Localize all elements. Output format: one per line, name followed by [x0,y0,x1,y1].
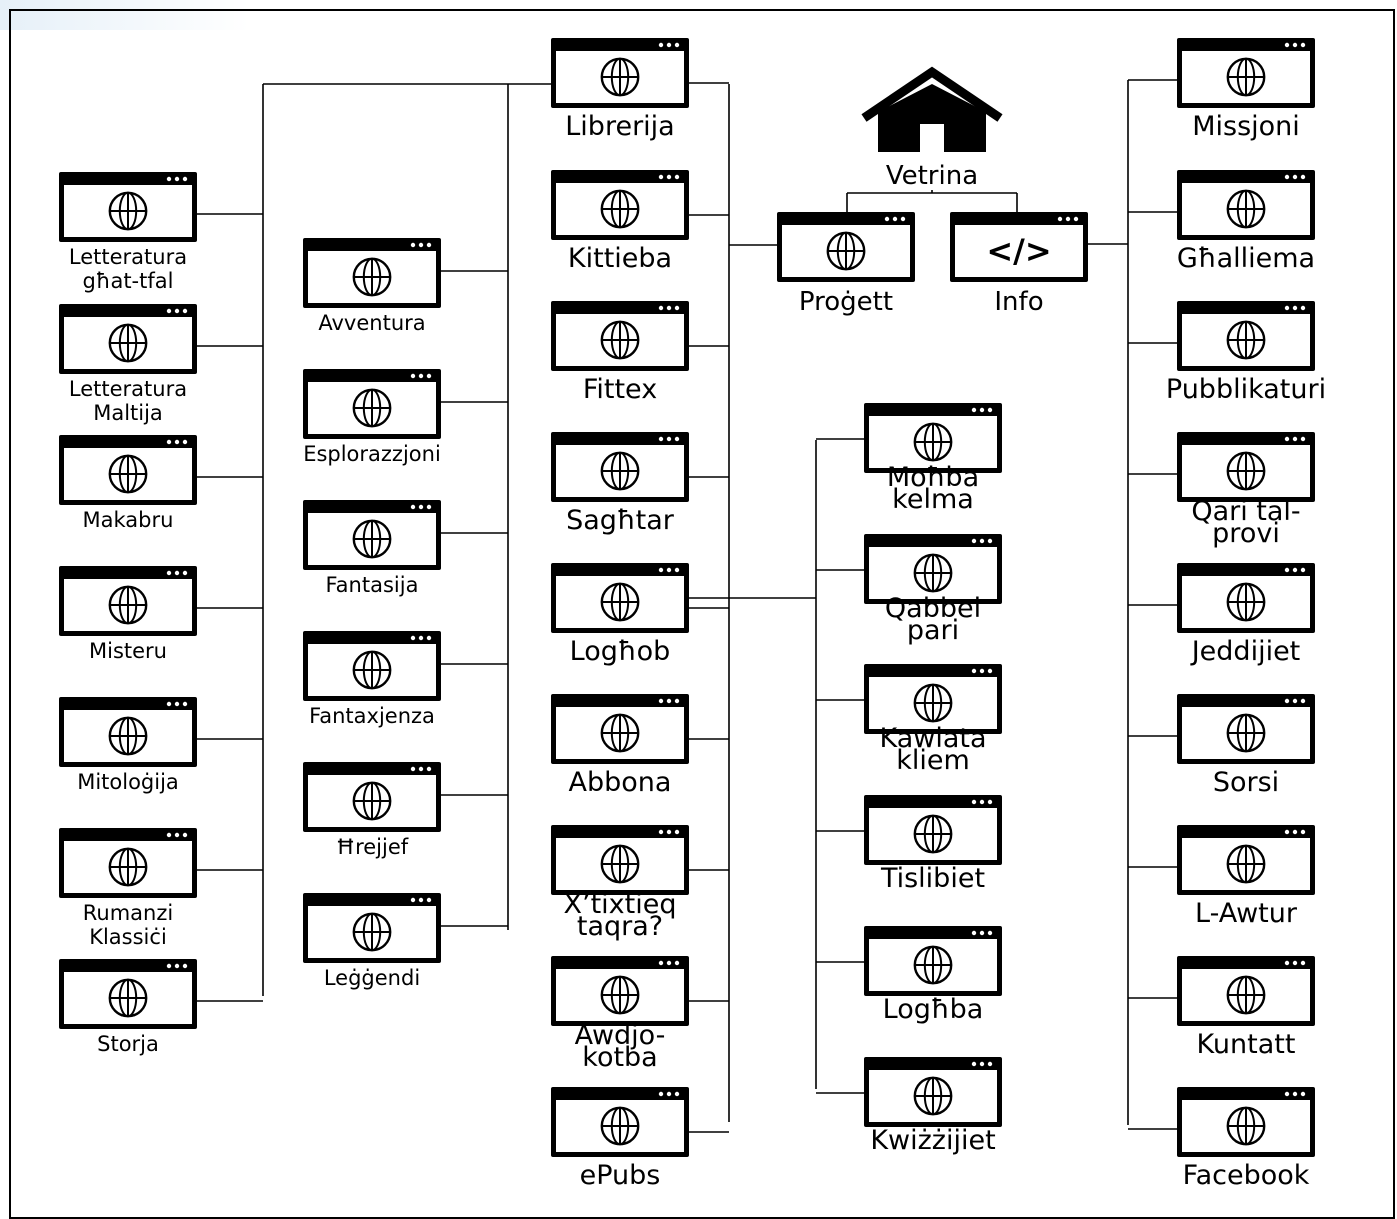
node-label: Esplorazzjoni [303,442,441,466]
node-label: Logħob [569,636,671,667]
node-rejjef[interactable] [303,762,441,859]
node-label: Storja [97,1032,159,1056]
node-kawlata-kliem[interactable] [864,664,1002,776]
globe-window-icon [864,926,1002,996]
globe-window-icon [551,563,689,633]
node-label: Librerija [565,111,675,142]
globe-window-icon [551,956,689,1026]
globe-window-icon [303,500,441,570]
node-fantaxjenza[interactable] [303,631,441,728]
node-label: kotba [582,1042,658,1073]
globe-window-icon [864,795,1002,865]
globe-window-icon [1177,956,1315,1026]
node-label: Kwiżżijiet [870,1125,996,1156]
globe-window-icon [1177,38,1315,108]
globe-window-icon [1177,432,1315,502]
code-glyph: </> [986,232,1052,270]
globe-window-icon [551,301,689,371]
node-label: Maltija [93,401,163,425]
node-kuntatt[interactable] [1177,956,1315,1060]
node-l-awtur[interactable] [1177,825,1315,929]
globe-window-icon [303,369,441,439]
node-label: Leġġendi [323,966,421,990]
node-info[interactable] [950,212,1088,317]
node-fittex[interactable] [551,301,689,405]
node-label: Moħba [886,462,980,493]
node-label: Info [994,287,1044,317]
node-label: Proġett [798,287,894,317]
node-label: Kuntatt [1196,1029,1296,1060]
node-label: Abbona [568,767,672,798]
node-label: pari [906,615,960,646]
node-storja[interactable] [59,959,197,1056]
code-window-icon [950,212,1088,282]
node-label: Qabbel [884,593,982,624]
globe-window-icon [1177,825,1315,895]
globe-window-icon [777,212,915,282]
node-avventura[interactable] [303,238,441,335]
node-mitologija[interactable] [59,697,197,794]
node-epubs[interactable] [551,1087,689,1191]
node-sorsi[interactable] [1177,694,1315,798]
globe-window-icon [59,697,197,767]
node-log-ob[interactable] [551,563,689,667]
node-abbona[interactable] [551,694,689,798]
node-label: Awdjo- [574,1020,666,1051]
globe-window-icon [303,762,441,832]
node-sag-tar[interactable] [551,432,689,536]
node-label: Facebook [1182,1160,1310,1191]
node-misteru[interactable] [59,566,197,663]
node-letteratura-g-at-tfal[interactable] [59,172,197,293]
node-label: kelma [892,484,974,515]
node-label: Għalliema [1176,243,1316,274]
node-label: taqra? [576,911,664,942]
node-rumanzi-klassici[interactable] [59,828,197,949]
node-letteratura-maltija[interactable] [59,304,197,425]
node-label: Mitoloġija [77,770,179,794]
node-label: Kawlata [879,723,987,754]
node-label: għat-tfal [82,269,174,293]
globe-window-icon [551,694,689,764]
globe-window-icon [1177,694,1315,764]
node-g-alliema[interactable] [1177,170,1315,274]
globe-window-icon [551,432,689,502]
node-label: Sagħtar [566,505,674,536]
node-librerija[interactable] [551,38,689,142]
node-kwizzijiet[interactable] [864,1057,1002,1156]
node-makabru[interactable] [59,435,197,532]
node-label: Fantasija [325,573,419,597]
node-leggendi[interactable] [303,893,441,990]
globe-window-icon [59,959,197,1029]
globe-window-icon [551,170,689,240]
node-label: kliem [896,745,970,776]
node-label: X’tixtieq [563,889,677,920]
globe-window-icon [303,238,441,308]
node-pubblikaturi[interactable] [1166,301,1326,405]
globe-window-icon [1177,170,1315,240]
node-progett[interactable] [777,212,915,317]
node-mo-ba-kelma[interactable] [864,403,1002,515]
globe-window-icon [59,566,197,636]
node-label: Avventura [318,311,426,335]
root-label: Vetrina [885,161,979,191]
node-label: Jeddijiet [1191,636,1301,667]
node-x-tixtieq-taqra[interactable] [551,825,689,942]
node-fantasija[interactable] [303,500,441,597]
globe-window-icon [551,38,689,108]
node-label: Pubblikaturi [1165,374,1327,405]
globe-window-icon [1177,1087,1315,1157]
globe-window-icon [59,172,197,242]
node-label: Letteratura [68,245,188,269]
globe-window-icon [303,631,441,701]
globe-window-icon [59,828,197,898]
node-jeddijiet[interactable] [1177,563,1315,667]
node-label: Ħrejjef [335,835,409,859]
node-label: Fittex [582,374,658,405]
node-label: Klassiċi [89,925,167,949]
node-qari-tal-provi[interactable] [1177,432,1315,549]
globe-window-icon [303,893,441,963]
globe-window-icon [551,825,689,895]
globe-window-icon [59,304,197,374]
node-label: Misteru [89,639,167,663]
node-label: Missjoni [1192,111,1300,142]
node-label: Rumanzi [82,901,174,925]
home-icon [864,72,1000,152]
node-facebook[interactable] [1177,1087,1315,1191]
node-label: Tislibiet [880,863,986,894]
node-label: L-Awtur [1195,898,1297,929]
globe-window-icon [551,1087,689,1157]
globe-window-icon [1177,301,1315,371]
node-label: Kittieba [567,243,673,274]
node-kittieba[interactable] [551,170,689,274]
node-tislibiet[interactable] [864,795,1002,894]
sitemap-nodes [59,38,1326,1191]
node-label: ePubs [579,1160,661,1191]
node-label: Qari tal- [1191,496,1301,527]
node-label: provi [1212,518,1280,549]
node-label: Makabru [82,508,174,532]
globe-window-icon [1177,563,1315,633]
node-label: Logħba [882,994,984,1025]
node-qabbel-pari[interactable] [864,534,1002,646]
globe-window-icon [59,435,197,505]
node-missjoni[interactable] [1177,38,1315,142]
node-label: Letteratura [68,377,188,401]
root-vetrina[interactable] [864,72,1000,191]
node-esplorazzjoni[interactable] [303,369,441,466]
globe-window-icon [864,1057,1002,1127]
node-label: Fantaxjenza [309,704,435,728]
node-log-ba[interactable] [864,926,1002,1025]
node-label: Sorsi [1212,767,1280,798]
node-awdjo-kotba[interactable] [551,956,689,1073]
